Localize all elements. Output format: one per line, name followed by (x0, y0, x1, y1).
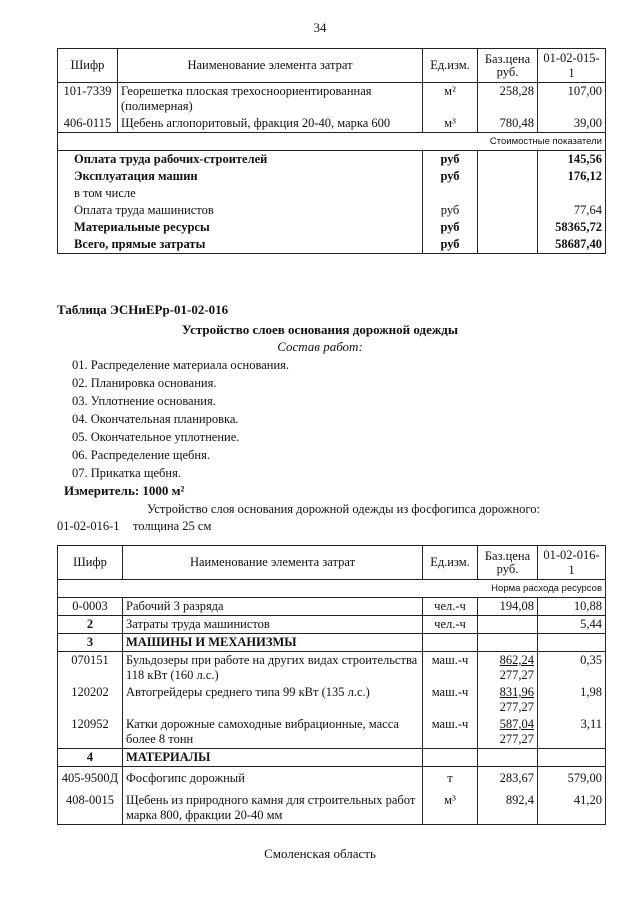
row-price-bottom: 277,27 (499, 668, 534, 682)
row-price: 780,48 (478, 115, 538, 133)
row-price (478, 716, 538, 749)
col-header-norm: 01-02-016-1 (538, 546, 606, 580)
summary-row (58, 185, 606, 202)
table-row (58, 634, 606, 652)
row-price (478, 749, 538, 767)
row-price-bottom: 277,27 (499, 700, 534, 714)
page-number: 34 (313, 20, 327, 35)
row-name: МАТЕРИАЛЫ (123, 749, 423, 767)
row-code: 3 (58, 634, 123, 652)
table-row (58, 790, 606, 825)
row-value (538, 634, 606, 652)
row-code: 406-0115 (58, 115, 118, 133)
resource-table-2 (57, 545, 606, 825)
row-price: 892,4 (478, 790, 538, 825)
row-value: 39,00 (538, 115, 606, 133)
row-value: 10,88 (538, 598, 606, 616)
row-name: Щебень аглопоритовый, фракция 20-40, марка 600 (118, 115, 423, 133)
row-unit (423, 634, 478, 652)
summary-name: Эксплуатация машин (58, 168, 423, 185)
row-code: 405-9500Д (58, 767, 123, 791)
row-price (478, 652, 538, 685)
table-row (58, 616, 606, 634)
row-unit: маш.-ч (423, 716, 478, 749)
col-header-unit: Ед.изм. (423, 49, 478, 83)
row-price: 194,08 (478, 598, 538, 616)
table-row (58, 684, 606, 716)
row-name: Катки дорожные самоходные вибрационные, масса более 8 тонн (123, 716, 423, 749)
row-price-top: 587,04 (499, 717, 534, 731)
col-header-unit: Ед.изм. (423, 546, 478, 580)
row-price-top: 862,24 (499, 653, 534, 667)
table-row (58, 83, 606, 116)
col-header-name: Наименование элемента затрат (123, 546, 423, 580)
row-code: 2 (58, 616, 123, 634)
summary-unit (423, 185, 478, 202)
description-line-1: Устройство слоя основания дорожной одежды из фосфогипса дорожного: (147, 502, 540, 516)
description-line-2: толщина 25 см (133, 519, 212, 533)
summary-value: 77,64 (538, 202, 606, 219)
row-unit: маш.-ч (423, 652, 478, 685)
row-value: 5,44 (538, 616, 606, 634)
row-unit: чел.-ч (423, 598, 478, 616)
row-unit: м² (423, 83, 478, 116)
resource-table-1 (57, 48, 606, 254)
row-price-bottom: 277,27 (499, 732, 534, 746)
row-price (478, 634, 538, 652)
section-note: Норма расхода ресурсов (58, 580, 606, 598)
table-title: Таблица ЭСНиЕРр-01-02-016 (57, 302, 229, 317)
summary-name: Оплата труда рабочих-строителей (58, 151, 423, 169)
row-value: 107,00 (538, 83, 606, 116)
works-list (72, 356, 289, 482)
summary-value (538, 185, 606, 202)
col-header-price: Баз.цена руб. (478, 49, 538, 83)
description-code: 01-02-016-1 (57, 519, 120, 533)
list-item: 03. Уплотнение основания. (72, 394, 216, 408)
summary-value: 58365,72 (538, 219, 606, 236)
section-heading: Устройство слоев основания дорожной одежды (181, 322, 459, 337)
summary-row (58, 202, 606, 219)
row-code: 4 (58, 749, 123, 767)
row-value: 579,00 (538, 767, 606, 791)
row-code: 408-0015 (58, 790, 123, 825)
summary-name: в том числе (58, 185, 423, 202)
summary-unit: руб (423, 202, 478, 219)
row-name: Георешетка плоская трехосноориентированная (полимерная) (118, 83, 423, 116)
summary-unit: руб (423, 168, 478, 185)
col-header-code: Шифр (58, 49, 118, 83)
row-code: 070151 (58, 652, 123, 685)
col-header-name: Наименование элемента затрат (118, 49, 423, 83)
summary-value: 145,56 (538, 151, 606, 169)
summary-row (58, 168, 606, 185)
row-code: 101-7339 (58, 83, 118, 116)
row-price: 283,67 (478, 767, 538, 791)
list-item: 07. Прикатка щебня. (72, 466, 181, 480)
table-row (58, 652, 606, 685)
col-header-price: Баз.цена руб. (478, 546, 538, 580)
table-row (58, 767, 606, 791)
summary-value: 58687,40 (538, 236, 606, 254)
table-row (58, 598, 606, 616)
row-unit: м³ (423, 115, 478, 133)
row-unit (423, 749, 478, 767)
row-price-top: 831,96 (499, 685, 534, 699)
table-row (58, 115, 606, 133)
row-value: 41,20 (538, 790, 606, 825)
summary-row (58, 236, 606, 254)
row-unit: маш.-ч (423, 684, 478, 716)
row-code: 0-0003 (58, 598, 123, 616)
row-unit: м³ (423, 790, 478, 825)
measure: Измеритель: 1000 м² (64, 483, 185, 498)
list-item: 02. Планировка основания. (72, 376, 217, 390)
row-name: Рабочий 3 разряда (123, 598, 423, 616)
row-unit: чел.-ч (423, 616, 478, 634)
row-code: 120202 (58, 684, 123, 716)
col-header-norm: 01-02-015-1 (538, 49, 606, 83)
row-name: Щебень из природного камня для строительных работ марка 800, фракции 20-40 мм (123, 790, 423, 825)
page-footer: Смоленская область (264, 846, 376, 861)
row-name: МАШИНЫ И МЕХАНИЗМЫ (123, 634, 423, 652)
row-price: 258,28 (478, 83, 538, 116)
summary-row (58, 151, 606, 169)
row-value: 1,98 (538, 684, 606, 716)
summary-value: 176,12 (538, 168, 606, 185)
summary-unit: руб (423, 236, 478, 254)
row-name: Затраты труда машинистов (123, 616, 423, 634)
table-row (58, 749, 606, 767)
list-item: 05. Окончательное уплотнение. (72, 430, 240, 444)
list-item: 06. Распределение щебня. (72, 448, 210, 462)
works-title: Состав работ: (277, 339, 363, 354)
row-value: 0,35 (538, 652, 606, 685)
table-row (58, 716, 606, 749)
row-value (538, 749, 606, 767)
summary-unit: руб (423, 151, 478, 169)
section-note: Стоимостные показатели (58, 133, 606, 151)
col-header-code: Шифр (58, 546, 123, 580)
row-name: Фосфогипс дорожный (123, 767, 423, 791)
list-item: 04. Окончательная планировка. (72, 412, 239, 426)
summary-row (58, 219, 606, 236)
summary-name: Материальные ресурсы (58, 219, 423, 236)
row-code: 120952 (58, 716, 123, 749)
summary-name: Всего, прямые затраты (58, 236, 423, 254)
row-name: Автогрейдеры среднего типа 99 кВт (135 л.с.) (123, 684, 423, 716)
row-value: 3,11 (538, 716, 606, 749)
row-price (478, 684, 538, 716)
row-price (478, 616, 538, 634)
row-name: Бульдозеры при работе на других видах строительства 118 кВт (160 л.с.) (123, 652, 423, 685)
summary-unit: руб (423, 219, 478, 236)
list-item: 01. Распределение материала основания. (72, 358, 290, 372)
row-unit: т (423, 767, 478, 791)
summary-name: Оплата труда машинистов (58, 202, 423, 219)
